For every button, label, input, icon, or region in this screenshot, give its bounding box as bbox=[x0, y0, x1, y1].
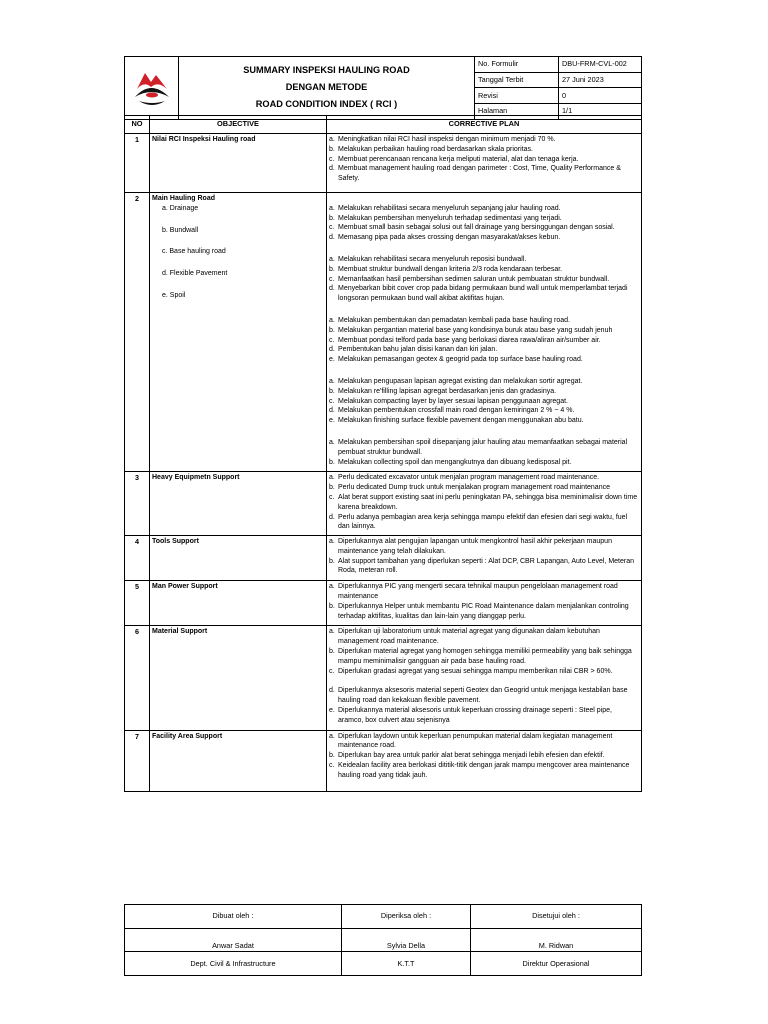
plan-item-text: Diperlukan gradasi agregat yang sesuai sehingga mampu memberikan nilai CBR > 60%. bbox=[338, 667, 613, 675]
plan-item bbox=[329, 345, 639, 355]
plan-item-text: Melakukan re'filling lapisan agregat berdasarkan jenis dan gradasinya. bbox=[338, 387, 557, 395]
objective-cell bbox=[150, 581, 327, 626]
plan-item-letter: c. bbox=[329, 224, 335, 232]
company-logo-cell bbox=[125, 57, 179, 120]
plan-list bbox=[329, 582, 639, 621]
plan-list bbox=[329, 627, 639, 725]
plan-item-text: Memanfaatkan hasil pembersihan sedimen saluran untuk pembuatan struktur bundwall. bbox=[338, 275, 610, 283]
plan-item-text: Membuat perencanaan rencana kerja meliputi material, alat dan tenaga kerja. bbox=[338, 155, 579, 163]
corrective-plan-cell bbox=[327, 730, 642, 791]
plan-item bbox=[329, 223, 639, 233]
table-row bbox=[125, 472, 642, 536]
plan-item-letter: a. bbox=[329, 732, 335, 740]
meta-label-revision: Revisi bbox=[475, 88, 559, 104]
plan-item-text: Melakukan perbaikan hauling road berdasarkan skala prioritas. bbox=[338, 145, 533, 153]
plan-item bbox=[329, 513, 639, 533]
plan-item-text: Meningkatkan nilai RCI hasil inspeksi dengan minimum menjadi 70 %. bbox=[338, 136, 556, 143]
plan-item bbox=[329, 647, 639, 667]
plan-item-text: Membuat management hauling road dengan parimeter : Cost, Time, Quality Performance & Safety. bbox=[338, 165, 621, 183]
meta-label-issue-date: Tanggal Terbit bbox=[475, 72, 559, 88]
sig-role-prepared: Dibuat oleh : bbox=[125, 905, 342, 929]
plan-item-letter: a. bbox=[329, 474, 335, 482]
plan-item-text: Diperlukannya aksesoris material seperti Geotex dan Geogrid untuk menjaga kestabilan base hauling road dan kekakuan flexible pavement. bbox=[338, 687, 628, 705]
row-number: 5 bbox=[125, 581, 150, 626]
plan-item bbox=[329, 667, 639, 677]
plan-item-text: Diperlukan bay area untuk parkir alat berat sehingga menjadi lebih efesien dan efektif. bbox=[338, 752, 605, 760]
plan-item-text: Membuat struktur bundwall dengan kriteria 2/3 roda kendaraan terbesar. bbox=[338, 265, 563, 273]
meta-value-page: 1/1 bbox=[559, 104, 642, 120]
plan-item-text: Membuat pondasi telford pada base yang berlokasi diarea rawa/aliran air/sumber air. bbox=[338, 336, 601, 344]
plan-item-text: Melakukan pembersihan menyeluruh terhadap sedimentasi yang terjadi. bbox=[338, 214, 562, 222]
plan-list bbox=[329, 204, 639, 243]
plan-item-letter: b. bbox=[329, 557, 335, 565]
plan-item-text: Diperlukannya Helper untuk membantu PIC Road Maintenance dalam menjalankan controling terhadap aktifitas, kualitas dan lain-lain yang dianggap perlu. bbox=[338, 602, 629, 620]
plan-item-letter: c. bbox=[329, 336, 335, 344]
plan-item-letter: a. bbox=[329, 316, 335, 324]
plan-item-letter: c. bbox=[329, 397, 335, 405]
plan-item-letter: d. bbox=[329, 346, 335, 354]
plan-item-text: Membuat small basin sebagai solusi out fall drainage yang bersinggungan dengan sosial. bbox=[338, 224, 615, 232]
plan-item-letter: a. bbox=[329, 255, 335, 263]
table-row bbox=[125, 730, 642, 791]
plan-item-text: Alat support tambahan yang diperlukan seperti : Alat DCP, CBR Lapangan, Auto Level, Meteran Roda, meteran roll. bbox=[338, 557, 634, 575]
plan-item-text: Pembentukan bahu jalan disisi kanan dan kiri jalan. bbox=[338, 346, 498, 354]
objective-subitem: a. Drainage bbox=[162, 204, 199, 212]
row-number: 1 bbox=[125, 134, 150, 193]
plan-item-text: Melakukan pembentukan dan pemadatan kembali pada base hauling road. bbox=[338, 316, 570, 324]
plan-item bbox=[329, 483, 639, 493]
table-row bbox=[125, 536, 642, 581]
plan-item bbox=[329, 406, 639, 416]
plan-item-text: Melakukan pengupasan lapisan agregat existing dan melakukan sortir agregat. bbox=[338, 377, 583, 385]
plan-item-letter: d. bbox=[329, 285, 335, 293]
plan-item-letter: b. bbox=[329, 387, 335, 395]
sig-name-checked: Sylvia Della bbox=[341, 928, 470, 952]
meta-label-page: Halaman bbox=[475, 104, 559, 120]
table-row bbox=[125, 134, 642, 193]
plan-item bbox=[329, 473, 639, 483]
plan-list bbox=[329, 438, 639, 467]
sig-dept-approved: Direktur Operasional bbox=[471, 952, 642, 976]
meta-value-issue-date: 27 Juni 2023 bbox=[559, 72, 642, 88]
plan-item-text: Diperlukan uji laboratorium untuk material agregat yang digunakan dalam kebutuhan management road maintenance. bbox=[338, 628, 600, 646]
corrective-plan-table bbox=[124, 115, 642, 792]
plan-item bbox=[329, 275, 639, 285]
title-line-2: DENGAN METODE bbox=[285, 82, 368, 93]
plan-item bbox=[329, 284, 639, 304]
plan-item-letter: c. bbox=[329, 493, 335, 501]
plan-item-text: Memasang pipa pada akses crossing dengan masyarakat/akses kebun. bbox=[338, 234, 561, 242]
meta-value-form-no: DBU-FRM-CVL-002 bbox=[559, 57, 642, 73]
plan-item-text: Menyebarkan bibit cover crop pada bidang permukaan bund wall untuk memperlambat terjadi longsoran permukaan bund wall akibat aktifitas hujan. bbox=[338, 285, 628, 303]
plan-item bbox=[329, 377, 639, 387]
objective-title: Main Hauling Road bbox=[152, 194, 215, 202]
plan-item-letter: d. bbox=[329, 234, 335, 242]
title-line-1: SUMMARY INSPEKSI HAULING ROAD bbox=[243, 65, 410, 76]
objective-title: Heavy Equipmetn Support bbox=[152, 474, 240, 482]
plan-item-letter: c. bbox=[329, 667, 335, 675]
sig-dept-prepared: Dept. Civil & Infrastructure bbox=[125, 952, 342, 976]
plan-list bbox=[329, 316, 639, 365]
plan-item bbox=[329, 135, 639, 145]
plan-item-letter: a. bbox=[329, 204, 335, 212]
plan-item-text: Melakukan pembersihan spoil disepanjang jalur hauling atau memanfaatkan sebagai material pembuat struktur bundwall. bbox=[338, 438, 628, 456]
plan-item bbox=[329, 214, 639, 224]
plan-list bbox=[329, 255, 639, 304]
plan-item bbox=[329, 438, 639, 458]
plan-item bbox=[329, 557, 639, 577]
sig-dept-checked: K.T.T bbox=[341, 952, 470, 976]
title-line-3: ROAD CONDITION INDEX ( RCI ) bbox=[255, 99, 398, 110]
plan-item bbox=[329, 537, 639, 557]
plan-list bbox=[329, 135, 639, 184]
plan-item-letter: e. bbox=[329, 417, 335, 425]
plan-item-letter: b. bbox=[329, 602, 335, 610]
row-number: 7 bbox=[125, 730, 150, 791]
plan-item-text: Diperlukan laydown untuk keperluan penumpukan material dalam kegiatan management maintenance road. bbox=[338, 732, 613, 750]
plan-item-letter: c. bbox=[329, 275, 335, 283]
plan-item-letter: b. bbox=[329, 145, 335, 153]
plan-item bbox=[329, 155, 639, 165]
plan-item-text: Melakukan rehabilitasi secara menyeluruh reposisi bundwall. bbox=[338, 255, 527, 263]
plan-item bbox=[329, 732, 639, 752]
plan-item bbox=[329, 458, 639, 468]
meta-value-revision: 0 bbox=[559, 88, 642, 104]
plan-item bbox=[329, 326, 639, 336]
objective-cell bbox=[150, 472, 327, 536]
objective-subitem: c. Base hauling road bbox=[162, 248, 226, 256]
corrective-plan-cell bbox=[327, 581, 642, 626]
signature-table bbox=[124, 904, 642, 976]
plan-item-text: Alat berat support existing saat ini perlu peningkatan PA, sehingga bisa meminimalisir down time karena breakdown. bbox=[338, 493, 638, 511]
plan-item-text: Perlu adanya pembagian area kerja sehingga mampu efektif dan efesien dari segi waktu, fuel dan lainnya. bbox=[338, 513, 628, 531]
row-number: 3 bbox=[125, 472, 150, 536]
plan-item bbox=[329, 255, 639, 265]
plan-item bbox=[329, 686, 639, 706]
plan-item-text: Diperlukannya alat pengujian lapangan untuk mengkontrol hasil akhir pekerjaan maupun maintenance yang telah dilakukan. bbox=[338, 538, 612, 555]
plan-item-letter: a. bbox=[329, 538, 335, 546]
table-header-row bbox=[125, 116, 642, 134]
plan-item-letter: b. bbox=[329, 326, 335, 334]
plan-item-letter: b. bbox=[329, 458, 335, 466]
plan-item bbox=[329, 397, 639, 407]
plan-item bbox=[329, 387, 639, 397]
row-number: 4 bbox=[125, 536, 150, 581]
corrective-plan-cell bbox=[327, 472, 642, 536]
plan-list bbox=[329, 537, 639, 576]
row-number: 6 bbox=[125, 626, 150, 730]
plan-item-letter: e. bbox=[329, 707, 335, 715]
plan-list bbox=[329, 732, 639, 781]
objective-title: Material Support bbox=[152, 628, 208, 636]
sig-role-checked: Diperiksa oleh : bbox=[341, 905, 470, 929]
plan-item-letter: c. bbox=[329, 155, 335, 163]
plan-item-letter: a. bbox=[329, 438, 335, 446]
plan-item bbox=[329, 164, 639, 184]
plan-item bbox=[329, 336, 639, 346]
plan-item-text: Perlu dedicated Dump truck untuk menjalakan program management road maintenance bbox=[338, 484, 610, 492]
plan-item-text: Melakukan pembentukan crossfall main road dengan kemiringan 2 % ~ 4 %. bbox=[338, 407, 575, 415]
corrective-plan-cell bbox=[327, 134, 642, 193]
meta-label-form-no: No. Formulir bbox=[475, 57, 559, 73]
document-title bbox=[179, 57, 475, 120]
objective-title: Nilai RCI Inspeksi Hauling road bbox=[152, 136, 256, 143]
plan-item-text: Melakukan rehabilitasi secara menyeluruh sepanjang jalur hauling road. bbox=[338, 204, 561, 212]
table-row bbox=[125, 192, 642, 471]
plan-item-text: Diperlukan material agregat yang homogen sehingga memiliki permeability yang baik sehingga mampu meminimalisir gangguan air pada base hauling road. bbox=[338, 648, 632, 665]
objective-cell bbox=[150, 536, 327, 581]
plan-item bbox=[329, 355, 639, 365]
plan-item-letter: a. bbox=[329, 136, 335, 143]
column-header-corrective-plan: CORRECTIVE PLAN bbox=[327, 116, 642, 134]
sig-name-prepared: Anwar Sadat bbox=[125, 928, 342, 952]
plan-item bbox=[329, 761, 639, 781]
plan-list bbox=[329, 473, 639, 532]
plan-item bbox=[329, 416, 639, 426]
table-row bbox=[125, 626, 642, 730]
plan-item-letter: d. bbox=[329, 513, 335, 521]
objective-cell bbox=[150, 730, 327, 791]
plan-item bbox=[329, 233, 639, 243]
plan-item-letter: a. bbox=[329, 583, 335, 591]
objective-title: Man Power Support bbox=[152, 583, 218, 591]
plan-item bbox=[329, 204, 639, 214]
plan-item bbox=[329, 145, 639, 155]
plan-item bbox=[329, 265, 639, 275]
plan-item bbox=[329, 493, 639, 513]
plan-item bbox=[329, 751, 639, 761]
corrective-plan-cell bbox=[327, 536, 642, 581]
plan-item-letter: b. bbox=[329, 214, 335, 222]
plan-item-letter: e. bbox=[329, 356, 335, 364]
objective-subitem: d. Flexible Pavement bbox=[162, 270, 228, 278]
plan-item-text: Melakukan collecting spoil dan mengangkutnya dan dibuang kedisposal pit. bbox=[338, 458, 572, 466]
objective-cell bbox=[150, 192, 327, 471]
plan-item-letter: b. bbox=[329, 265, 335, 273]
plan-item-text: Melakukan pergantian material base yang kondisinya buruk atau base yang sudah jenuh bbox=[338, 326, 613, 334]
objective-cell bbox=[150, 626, 327, 730]
row-number: 2 bbox=[125, 192, 150, 471]
plan-item-text: Keidealan facility area berlokasi dititik-titik dengan jarak mampu mengcover area maintenance hauling road yang tidak jauh. bbox=[338, 762, 630, 779]
objective-subitem: b. Bundwall bbox=[162, 226, 199, 234]
corrective-plan-cell bbox=[327, 192, 642, 471]
plan-item bbox=[329, 582, 639, 602]
plan-item bbox=[329, 706, 639, 726]
table-body bbox=[125, 134, 642, 792]
plan-item-letter: d. bbox=[329, 687, 335, 695]
plan-item-text: Diperlukannya material aksesoris untuk keperluan crossing drainage seperti : Steel pipe, aramco, box culvert atau sejenisnya bbox=[338, 707, 612, 724]
objective-subitem: e. Spoil bbox=[162, 291, 186, 299]
plan-item-letter: a. bbox=[329, 628, 335, 636]
plan-item-text: Melakukan compacting layer by layer sesuai lapisan penggunaan agregat. bbox=[338, 397, 568, 405]
plan-item bbox=[329, 627, 639, 647]
plan-item-letter: d. bbox=[329, 407, 335, 415]
company-logo-icon bbox=[125, 57, 178, 115]
plan-item-text: Melakukan pemasangan geotex & geogrid pada top surface base hauling road. bbox=[338, 356, 583, 364]
table-row bbox=[125, 581, 642, 626]
objective-cell bbox=[150, 134, 327, 193]
plan-item-letter: b. bbox=[329, 752, 335, 760]
sig-role-approved: Disetujui oleh : bbox=[471, 905, 642, 929]
plan-item-text: Diperlukannya PIC yang mengerti secara tehnikal maupun pengelolaan management road maintenance bbox=[338, 583, 618, 601]
objective-title: Tools Support bbox=[152, 538, 199, 546]
plan-item-letter: b. bbox=[329, 484, 335, 492]
plan-item-letter: c. bbox=[329, 762, 335, 770]
plan-item bbox=[329, 602, 639, 622]
corrective-plan-cell bbox=[327, 626, 642, 730]
plan-item bbox=[329, 316, 639, 326]
plan-item-text: Perlu dedicated excavator untuk menjalan program management road maintenance. bbox=[338, 474, 600, 482]
plan-list bbox=[329, 377, 639, 426]
plan-item-text: Melakukan finishing surface flexible pavement dengan menggunakan abu batu. bbox=[338, 417, 584, 425]
objective-title: Facility Area Support bbox=[152, 732, 223, 740]
sig-name-approved: M. Ridwan bbox=[471, 928, 642, 952]
document-header bbox=[124, 56, 642, 120]
plan-item-letter: b. bbox=[329, 648, 335, 656]
column-header-objective: OBJECTIVE bbox=[150, 116, 327, 134]
plan-item-letter: a. bbox=[329, 377, 335, 385]
plan-item-letter: d. bbox=[329, 165, 335, 173]
column-header-no: NO bbox=[125, 116, 150, 134]
